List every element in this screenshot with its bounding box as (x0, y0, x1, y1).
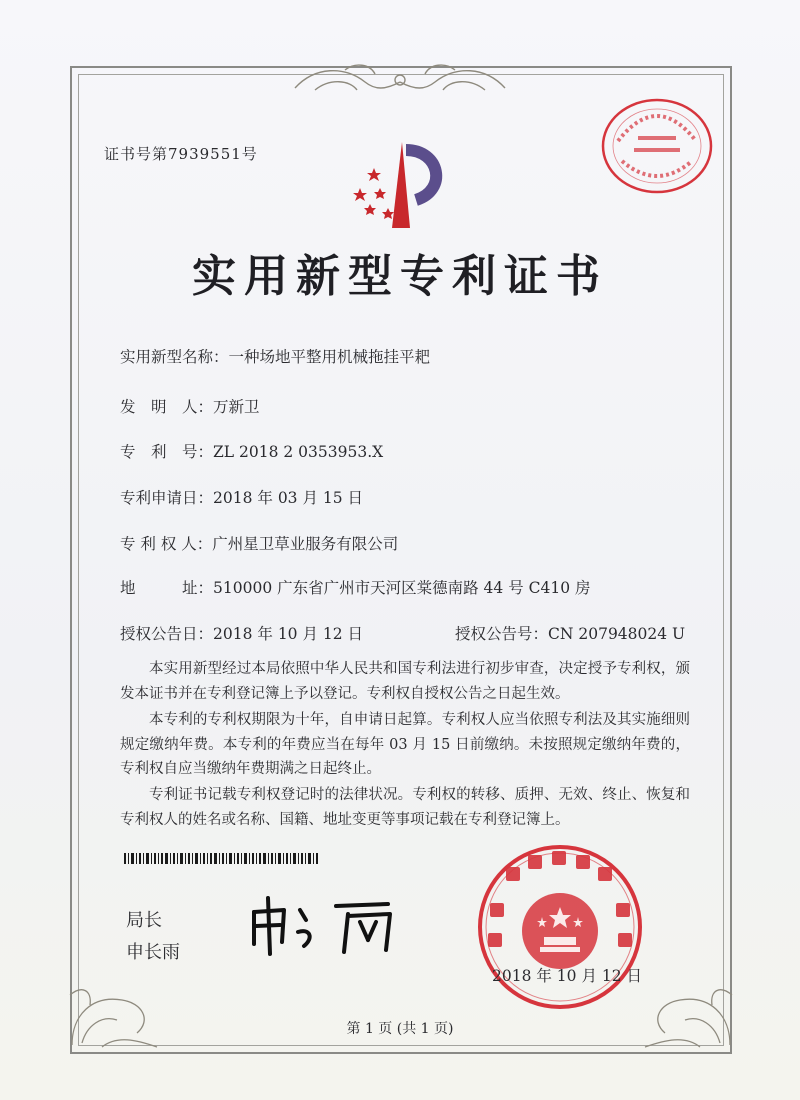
paragraph-grant-statement: 本实用新型经过本局依照中华人民共和国专利法进行初步审查，决定授予专利权，颁发本证书并在专利登记簿上予以登记。专利权自授权公告之日起生效。 (120, 661, 690, 702)
field-inventor (120, 395, 260, 417)
top-ornament-icon (285, 60, 515, 106)
field-patent-number (120, 440, 383, 462)
director-name: 申长雨 (126, 942, 180, 963)
seal-date: 2018 年 10 月 12 日 (492, 967, 643, 985)
field-value: 2018 年 10 月 12 日 (213, 625, 364, 643)
paragraph-term-statement: 本专利的专利权期限为十年，自申请日起算。专利权人应当依照专利法及其实施细则规定缴纳年费。本专利的年费应当在每年 03 月 15 日前缴纳。未按照规定缴纳年费的，专利权自应当缴纳年费期满之日起终止。 (120, 712, 690, 777)
field-label: 授权公告号： (455, 625, 549, 643)
field-value: 一种场地平整用机械拖挂平耙 (228, 348, 431, 366)
field-filing-date (120, 486, 363, 508)
field-label: 地 址： (120, 579, 214, 597)
director-title: 局长 (126, 910, 162, 931)
field-value: 万新卫 (213, 398, 260, 416)
field-grant-number (455, 622, 685, 644)
field-value: 广州星卫草业服务有限公司 (212, 535, 399, 553)
field-patentee (120, 532, 398, 554)
director-signature (240, 892, 410, 962)
field-label: 专利申请日： (120, 489, 214, 507)
field-value: 510000 广东省广州市天河区棠德南路 44 号 C410 房 (213, 579, 591, 597)
field-label: 专 利 权 人： (120, 535, 213, 553)
field-label: 授权公告日： (120, 625, 214, 643)
field-label: 专 利 号： (120, 443, 214, 461)
field-utility-name (120, 345, 430, 367)
paragraph-legal-status: 专利证书记载专利权登记时的法律状况。专利权的转移、质押、无效、终止、恢复和专利权人的姓名或名称、国籍、地址变更等事项记载在专利登记簿上。 (120, 787, 690, 828)
field-value: ZL 2018 2 0353953.X (213, 443, 384, 461)
bottom-right-ornament-icon (630, 955, 740, 1055)
field-label: 实用新型名称： (120, 348, 229, 366)
barcode (124, 853, 318, 864)
tax-stamp-seal (598, 96, 716, 196)
field-value: CN 207948024 U (548, 625, 686, 643)
certificate-number: 证书号第7939551号 (104, 145, 258, 163)
bottom-left-ornament-icon (62, 955, 172, 1055)
page-indicator: 第 1 页 (共 1 页) (346, 1021, 454, 1037)
certificate-title: 实用新型专利证书 (192, 251, 608, 302)
field-label: 发 明 人： (120, 398, 214, 416)
field-grant-date (120, 622, 363, 644)
field-value: 2018 年 03 月 15 日 (213, 489, 364, 507)
cnipa-logo-icon (340, 140, 450, 230)
field-address (120, 576, 591, 598)
